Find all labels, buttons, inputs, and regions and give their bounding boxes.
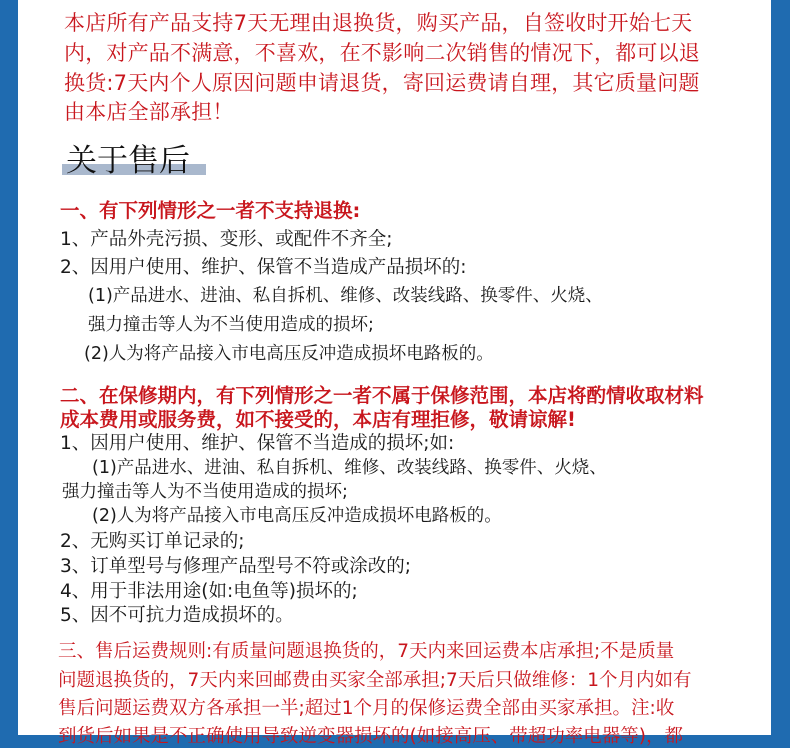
section3-line-1: 三、售后运费规则:有质量问题退换货的，7天内来回运费本店承担;不是质量 [58,641,675,662]
intro-line-1: 本店所有产品支持7天无理由退换货，购买产品，自签收时开始七天 [64,11,693,35]
section2-title-line2: 成本费用或服务费，如不接受的，本店有理拒修，敬请谅解! [60,408,576,431]
section2-title-line1: 二、在保修期内，有下列情形之一者不属于保修范围，本店将酌情收取材料 [60,384,704,407]
section2-sub1-line1: (1)产品进水、进油、私自拆机、维修、改装线路、换零件、火烧、 [92,458,607,478]
policy-page [18,0,771,747]
section1-sub2: (2)人为将产品接入市电高压反冲造成损坏电路板的。 [84,344,494,364]
section3-line-4: 到货后如果是不正确使用导致逆变器损坏的(如接高压、带超功率电器等)，都 [58,726,683,747]
section3-line-3: 售后问题运费双方各承担一半;超过1个月的保修运费全部由买家承担。注:收 [58,698,675,719]
section2-sub1-line2: 强力撞击等人为不当使用造成的损坏; [62,482,348,502]
intro-line-2: 内，对产品不满意，不喜欢，在不影响二次销售的情况下，都可以退 [64,41,700,65]
section1-title: 一、有下列情形之一者不支持退换: [60,199,361,222]
section2-item-5: 5、因不可抗力造成损坏的。 [60,605,294,626]
section2-item-1: 1、因用户使用、维护、保管不当造成的损坏;如: [60,433,455,454]
section3-line-2: 问题退换货的，7天内来回邮费由买家全部承担;7天后只做维修：1个月内如有 [58,670,692,691]
intro-line-4: 由本店全部承担！ [64,100,234,124]
section2-item-2: 2、无购买订单记录的; [60,531,245,552]
intro-line-3: 换货:7天内个人原因问题申请退货，寄回运费请自理，其它质量问题 [64,71,700,95]
section1-item-1: 1、产品外壳污损、变形、或配件不齐全; [60,229,393,250]
section1-sub1-line2: 强力撞击等人为不当使用造成的损坏; [88,315,374,335]
heading-text: 关于售后 [66,143,190,179]
section1-item-2: 2、因用户使用、维护、保管不当造成产品损坏的: [60,257,467,278]
section2-sub2: (2)人为将产品接入市电高压反冲造成损坏电路板的。 [92,506,502,526]
section-heading [62,133,212,179]
section2-item-4: 4、用于非法用途(如:电鱼等)损坏的; [60,581,358,602]
section1-sub1-line1: (1)产品进水、进油、私自拆机、维修、改装线路、换零件、火烧、 [88,286,603,306]
section2-item-3: 3、订单型号与修理产品型号不符或涂改的; [60,556,412,577]
